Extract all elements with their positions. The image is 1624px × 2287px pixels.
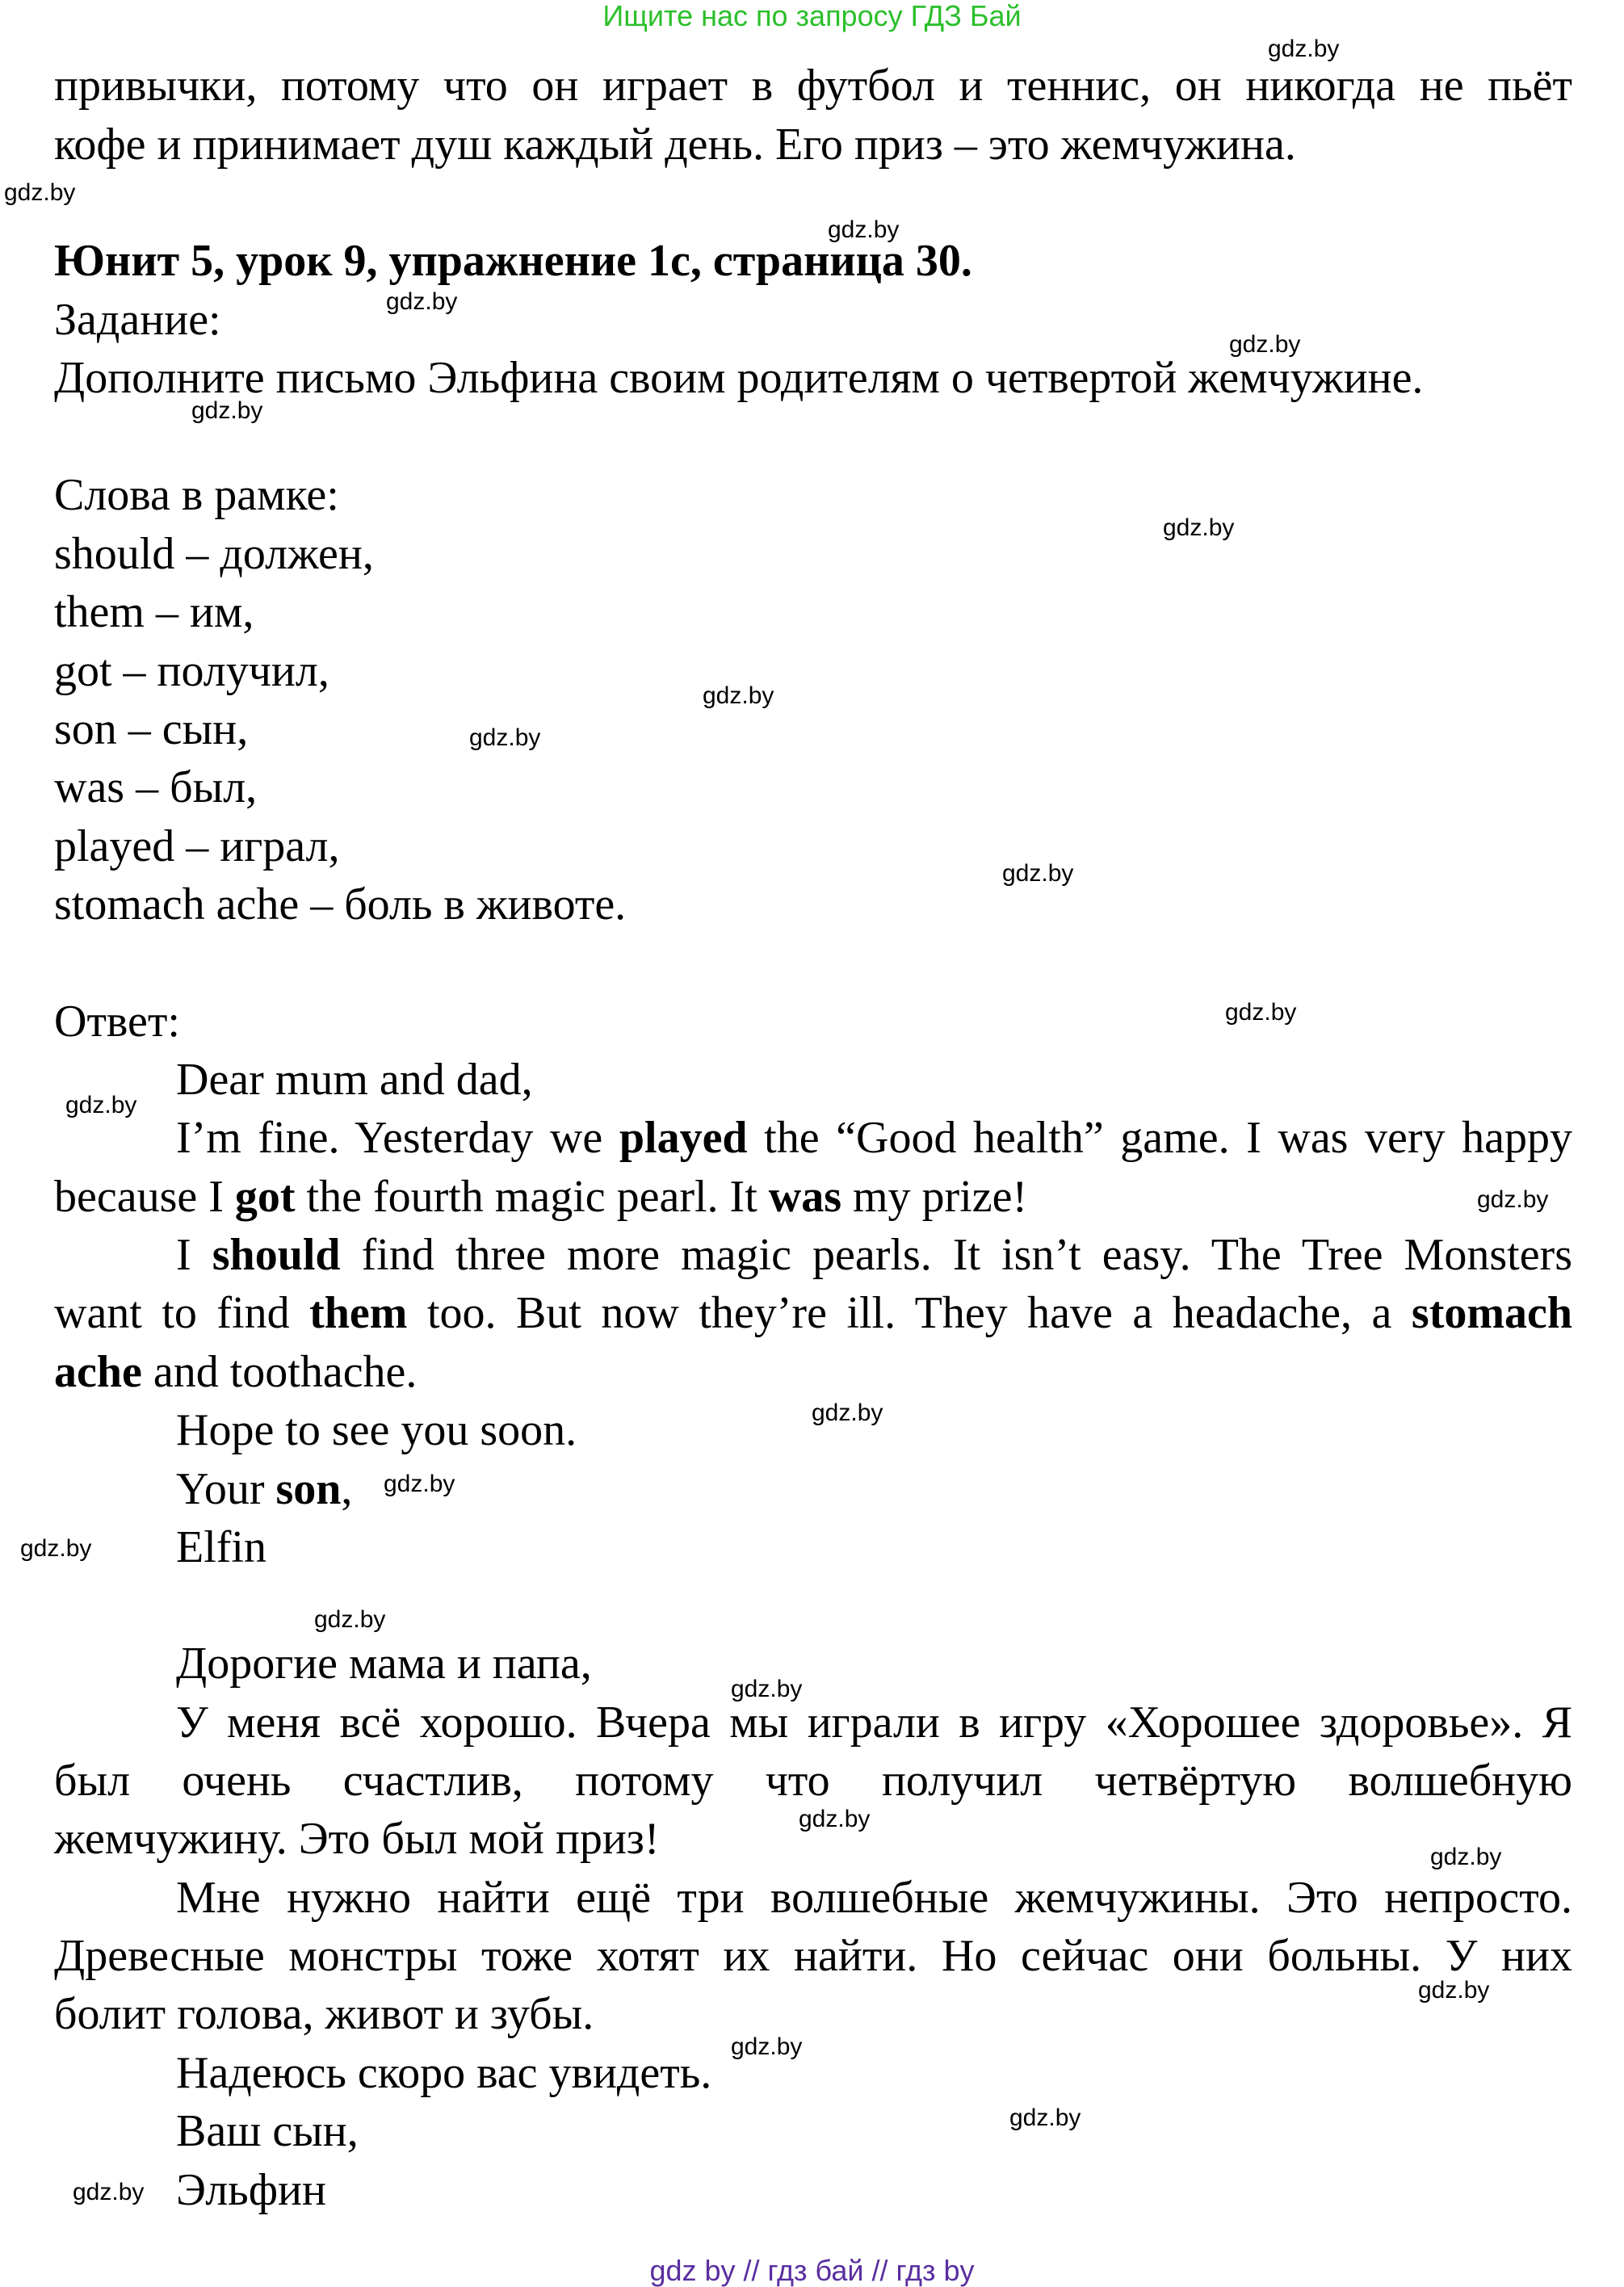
- watermark: gdz.by: [1229, 331, 1301, 358]
- ru-signoff: Ваш сын,: [176, 2106, 359, 2156]
- ru-greeting: Дорогие мама и папа,: [176, 1639, 592, 1689]
- en-signature: Elfin: [176, 1522, 266, 1572]
- watermark: gdz.by: [731, 2033, 803, 2060]
- watermark: gdz.by: [1268, 36, 1340, 62]
- task-label: Задание:: [54, 295, 221, 345]
- watermark: gdz.by: [314, 1606, 386, 1633]
- watermark: gdz.by: [703, 682, 774, 709]
- en-line-1: I’m fine. Yesterday we played the “Good health” game. I was very happy: [176, 1113, 1572, 1163]
- watermark: gdz.by: [731, 1676, 803, 1702]
- watermark: gdz.by: [1225, 999, 1297, 1026]
- footer-links[interactable]: gdz by // гдз бай // гдз by: [649, 2254, 975, 2287]
- watermark: gdz.by: [4, 179, 76, 206]
- intro-line-1: привычки, потому что он играет в футбол и теннис, он никогда не пьёт: [54, 61, 1572, 111]
- ru-line-5: Древесные монстры тоже хотят их найти. Но сейчас они больны. У них: [54, 1931, 1572, 1981]
- ru-line-2: был очень счастлив, потому что получил четвёртую волшебную: [54, 1756, 1572, 1806]
- watermark: gdz.by: [1430, 1844, 1502, 1870]
- word-item: got – получил,: [54, 646, 329, 696]
- word-item: played – играл,: [54, 821, 340, 871]
- watermark: gdz.by: [65, 1092, 137, 1118]
- en-greeting: Dear mum and dad,: [176, 1055, 533, 1105]
- en-line-4: want to find them too. But now they’re ill. They have a headache, a stomach: [54, 1288, 1572, 1338]
- word-item: should – должен,: [54, 529, 374, 579]
- words-label: Слова в рамке:: [54, 470, 339, 520]
- watermark: gdz.by: [384, 1471, 455, 1497]
- en-closing: Hope to see you soon.: [176, 1405, 577, 1455]
- word-item: stomach ache – боль в животе.: [54, 879, 627, 929]
- en-line-5: ache and toothache.: [54, 1347, 418, 1397]
- watermark: gdz.by: [73, 2179, 145, 2205]
- intro-line-2: кофе и принимает душ каждый день. Его приз – это жемчужина.: [54, 120, 1296, 170]
- ru-line-3: жемчужину. Это был мой приз!: [54, 1814, 660, 1864]
- ru-closing: Надеюсь скоро вас увидеть.: [176, 2048, 712, 2098]
- answer-label: Ответ:: [54, 997, 180, 1047]
- watermark: gdz.by: [1418, 1977, 1490, 2004]
- watermark: gdz.by: [799, 1806, 871, 1832]
- task-text: Дополните письмо Эльфина своим родителям о четвертой жемчужине.: [54, 353, 1424, 403]
- word-item: them – им,: [54, 587, 254, 637]
- en-line-2: because I got the fourth magic pearl. It was my prize!: [54, 1172, 1028, 1222]
- watermark: gdz.by: [828, 216, 900, 243]
- watermark: gdz.by: [386, 288, 458, 315]
- watermark: gdz.by: [1163, 514, 1235, 541]
- watermark: gdz.by: [812, 1399, 883, 1426]
- en-line-3: I should find three more magic pearls. It isn’t easy. The Tree Monsters: [176, 1230, 1572, 1280]
- watermark: gdz.by: [20, 1535, 92, 1562]
- watermark: gdz.by: [1477, 1186, 1549, 1213]
- ru-signature: Эльфин: [176, 2165, 326, 2215]
- en-signoff: Your son,: [176, 1464, 353, 1514]
- ru-line-1: У меня всё хорошо. Вчера мы играли в игру «Хорошее здоровье». Я: [176, 1697, 1572, 1748]
- ru-line-6: болит голова, живот и зубы.: [54, 1989, 594, 2039]
- ru-line-4: Мне нужно найти ещё три волшебные жемчужины. Это непросто.: [176, 1873, 1572, 1923]
- watermark: gdz.by: [191, 397, 263, 424]
- word-item: son – сын,: [54, 704, 249, 754]
- top-banner[interactable]: Ищите нас по запросу ГДЗ Бай: [602, 0, 1022, 32]
- watermark: gdz.by: [469, 724, 541, 751]
- watermark: gdz.by: [1002, 860, 1074, 887]
- exercise-heading: Юнит 5, урок 9, упражнение 1с, страница 30.: [54, 236, 972, 286]
- watermark: gdz.by: [1009, 2104, 1081, 2131]
- word-item: was – был,: [54, 762, 258, 812]
